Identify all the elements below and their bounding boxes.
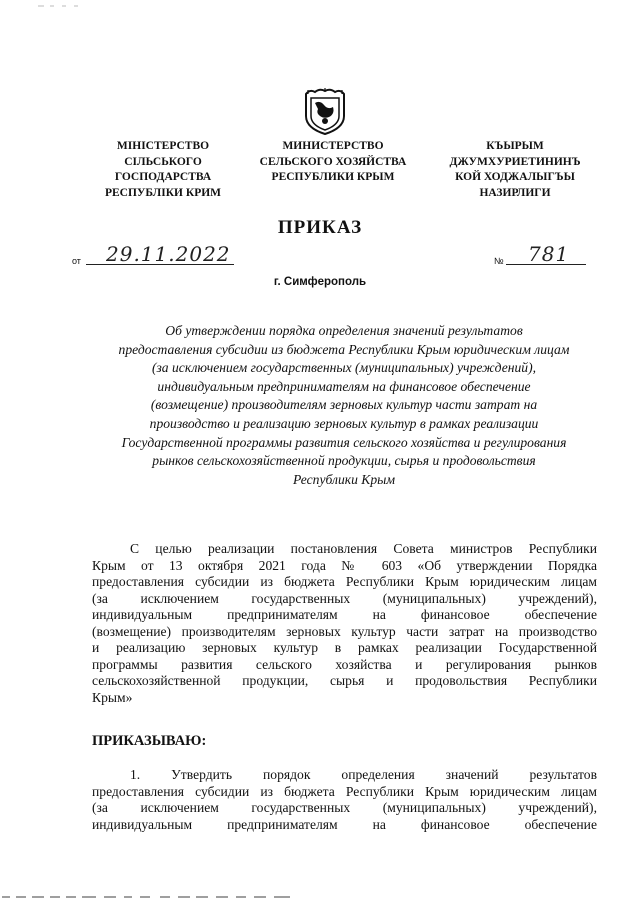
header-ministry-crimean-tatar — [420, 139, 610, 201]
header-line: РЕСПУБЛІКИ КРИМ — [104, 186, 222, 199]
header-line: СЕЛЬСКОГО ХОЗЯЙСТВА — [259, 155, 407, 168]
paragraph-line: сельскохозяйственной продукции, сырья и продовольствия Республики — [92, 673, 597, 688]
header-line: РЕСПУБЛИКИ КРЫМ — [271, 171, 395, 183]
order-subject — [84, 322, 604, 489]
date-number-line — [72, 242, 612, 270]
orders-heading: ПРИКАЗЫВАЮ: — [92, 733, 207, 749]
paragraph-line: (возмещение) производителям зерновых культур части затрат на производство — [92, 623, 597, 639]
date-label: от — [72, 256, 81, 266]
paragraph-line: (за исключением государственных (муниципальных) учреждений), — [92, 800, 597, 815]
document-title: ПРИКАЗ — [277, 217, 363, 238]
header-line: ДЖУМХУРИЕТИНИНЪ — [449, 155, 581, 168]
scan-artifact-bottom — [0, 893, 330, 901]
paragraph-line: С целью реализации постановления Совета министров Республики — [130, 541, 597, 556]
header-ministry-russian — [240, 139, 426, 186]
subject-line: предоставления субсидии из бюджета Республики Крым юридическим лицам — [118, 341, 570, 357]
header-line: КЪЫРЫМ — [486, 140, 544, 152]
paragraph-line: индивидуальным предпринимателям на финансовое обеспечение — [92, 816, 597, 832]
subject-line: (возмещение) производителям зерновых культур части затрат на — [150, 397, 538, 413]
header-ministry-ukrainian — [78, 139, 248, 201]
subject-line: рынков сельскохозяйственной продукции, сырья и продовольствия — [152, 453, 536, 469]
header-line: НАЗИРЛИГИ — [479, 186, 551, 199]
paragraph-line: предоставления субсидии из бюджета Республики Крым юридическим лицам — [92, 574, 597, 589]
date-underline — [86, 264, 234, 265]
header-line: СІЛЬСЬКОГО — [124, 155, 202, 168]
paragraph-line: индивидуальным предпринимателям на финансовое обеспечение — [92, 607, 597, 622]
subject-line: индивидуальным предпринимателям на финансовое обеспечение — [157, 378, 531, 394]
number-value: 781 — [528, 242, 570, 266]
subject-line: Государственной программы развития сельского хозяйства и регулирования — [121, 434, 567, 450]
preamble-paragraph — [92, 541, 597, 706]
header-line: КОЙ ХОДЖАЛЫГЪЫ — [455, 171, 575, 183]
paragraph-line: (за исключением государственных (муниципальных) учреждений), — [92, 590, 597, 606]
number-label: № — [494, 256, 504, 266]
number-underline — [506, 264, 586, 265]
subject-line: производство и реализацию зерновых культур в рамках реализации — [149, 415, 539, 431]
subject-line: Республики Крым — [292, 471, 395, 487]
paragraph-line: предоставления субсидии из бюджета Республики Крым юридическим лицам — [92, 783, 597, 799]
city-line: г. Симферополь — [273, 276, 367, 288]
order-item-1 — [92, 767, 597, 833]
subject-line: Об утверждении порядка определения значений результатов — [165, 323, 523, 338]
header-line: МІНІСТЕРСТВО — [116, 140, 210, 152]
paragraph-line: программы развития сельского хозяйства и регулирования рынков — [92, 656, 597, 672]
paragraph-line: Крым от 13 октября 2021 года № 603 «Об утверждении Порядка — [92, 557, 597, 573]
date-value: 29.11.2022 — [106, 242, 231, 266]
scan-artifact-top — [38, 4, 88, 8]
header-line: МИНИСТЕРСТВО — [282, 140, 384, 152]
header-line: ГОСПОДАРСТВА — [114, 171, 212, 183]
coat-of-arms-emblem — [302, 88, 348, 136]
paragraph-line: 1. Утвердить порядок определения значений результатов — [130, 767, 597, 782]
paragraph-line: и реализацию зерновых культур в рамках реализации Государственной — [92, 640, 597, 655]
subject-line: (за исключением государственных (муниципальных) учреждений), — [151, 360, 537, 376]
paragraph-line: Крым» — [92, 689, 133, 705]
